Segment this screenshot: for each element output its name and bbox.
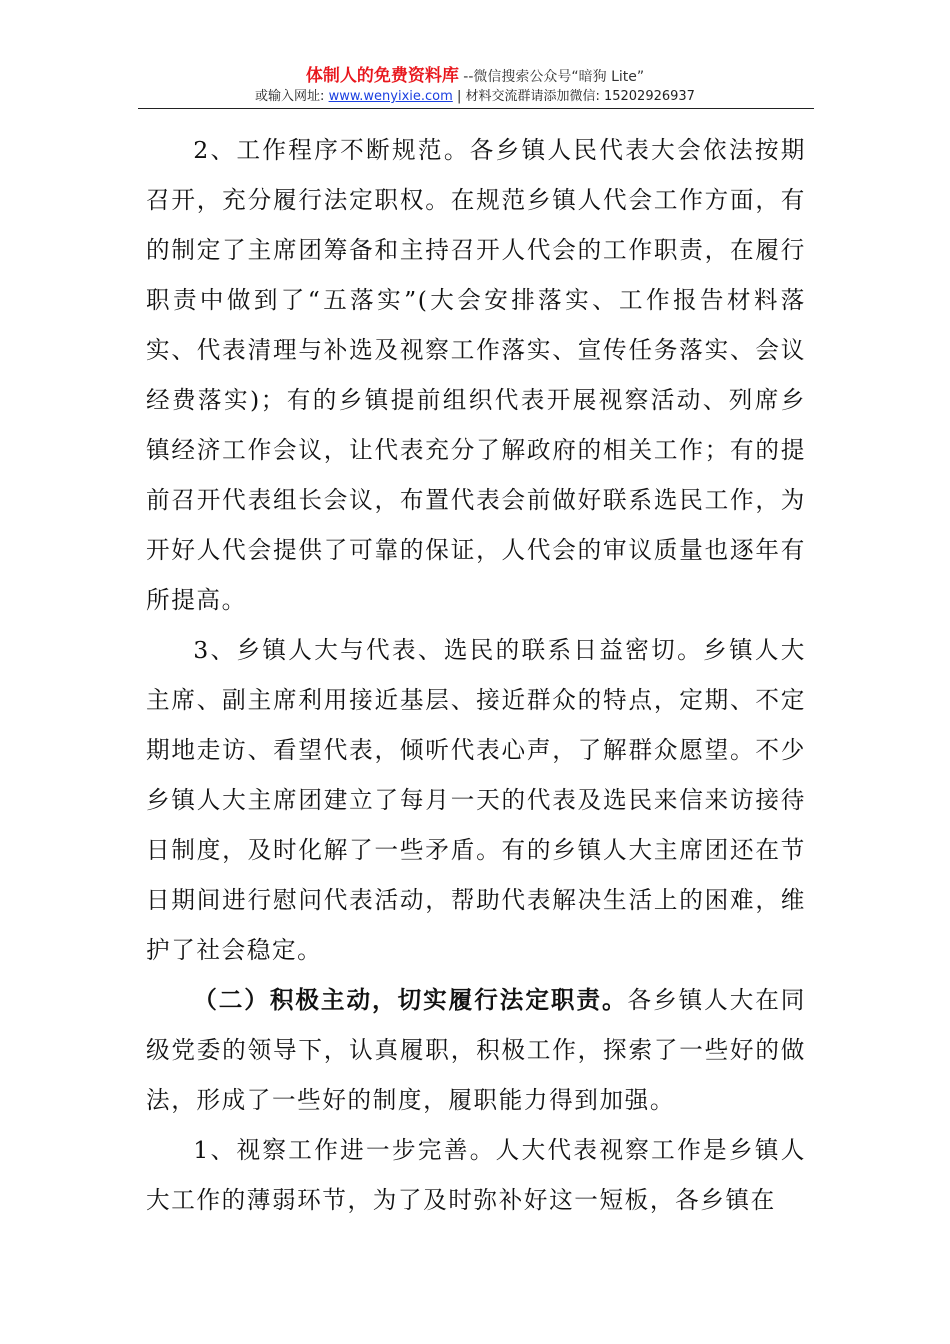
header-tagline: --微信搜索公众号“暗狗 Lite” (463, 69, 645, 85)
header-divider (138, 108, 814, 109)
paragraph-text: 各乡镇人大在同级党委的领导下，认真履职，积极工作，探索了一些好的做法，形成了一些好的制度，履职能力得到加强。 (146, 986, 806, 1114)
url-prefix: 或输入网址: (255, 89, 325, 104)
paragraph-text: 1、视察工作进一步完善。人大代表视察工作是乡镇人大工作的薄弱环节，为了及时弥补好这一短板，各乡镇在 (146, 1136, 806, 1214)
website-link[interactable]: www.wenyixie.com (328, 89, 453, 104)
paragraph-text: 2、工作程序不断规范。各乡镇人民代表大会依法按期召开，充分履行法定职权。在规范乡镇人代会工作方面，有的制定了主席团筹备和主持召开人代会的工作职责，在履行职责中做到了“五落实”(大会安排落实、工作报告材料落实、代表清理与补选及视察工作落实、宣传任务落实、会议经费落实)；有的乡镇提前组织代表开展视察活动、列席乡镇经济工作会议，让代表充分了解政府的相关工作；有的提前召开代表组长会议，布置代表会前做好联系选民工作，为开好人代会提供了可靠的保证，人代会的审议质量也逐年有所提高。 (146, 136, 806, 614)
paragraph-work-procedure (146, 125, 806, 625)
contact-info: | 材料交流群请添加微信: 15202926937 (456, 89, 695, 104)
section-heading: （二）积极主动，切实履行法定职责。 (193, 986, 628, 1014)
paragraph-text: 3、乡镇人大与代表、选民的联系日益密切。乡镇人大主席、副主席利用接近基层、接近群众的特点，定期、不定期地走访、看望代表，倾听代表心声，了解群众愿望。不少乡镇人大主席团建立了每月一天的代表及选民来信来访接待日制度，及时化解了一些矛盾。有的乡镇人大主席团还在节日期间进行慰问代表活动，帮助代表解决生活上的困难，维护了社会稳定。 (146, 636, 806, 964)
document-body (146, 125, 806, 1225)
brand-title: 体制人的免费资料库 (305, 66, 459, 86)
paragraph-section-two (146, 975, 806, 1125)
page-header (0, 66, 950, 107)
header-line-1 (0, 66, 950, 87)
paragraph-voter-contact (146, 625, 806, 975)
paragraph-inspection-work (146, 1125, 806, 1225)
header-line-2 (0, 87, 950, 107)
